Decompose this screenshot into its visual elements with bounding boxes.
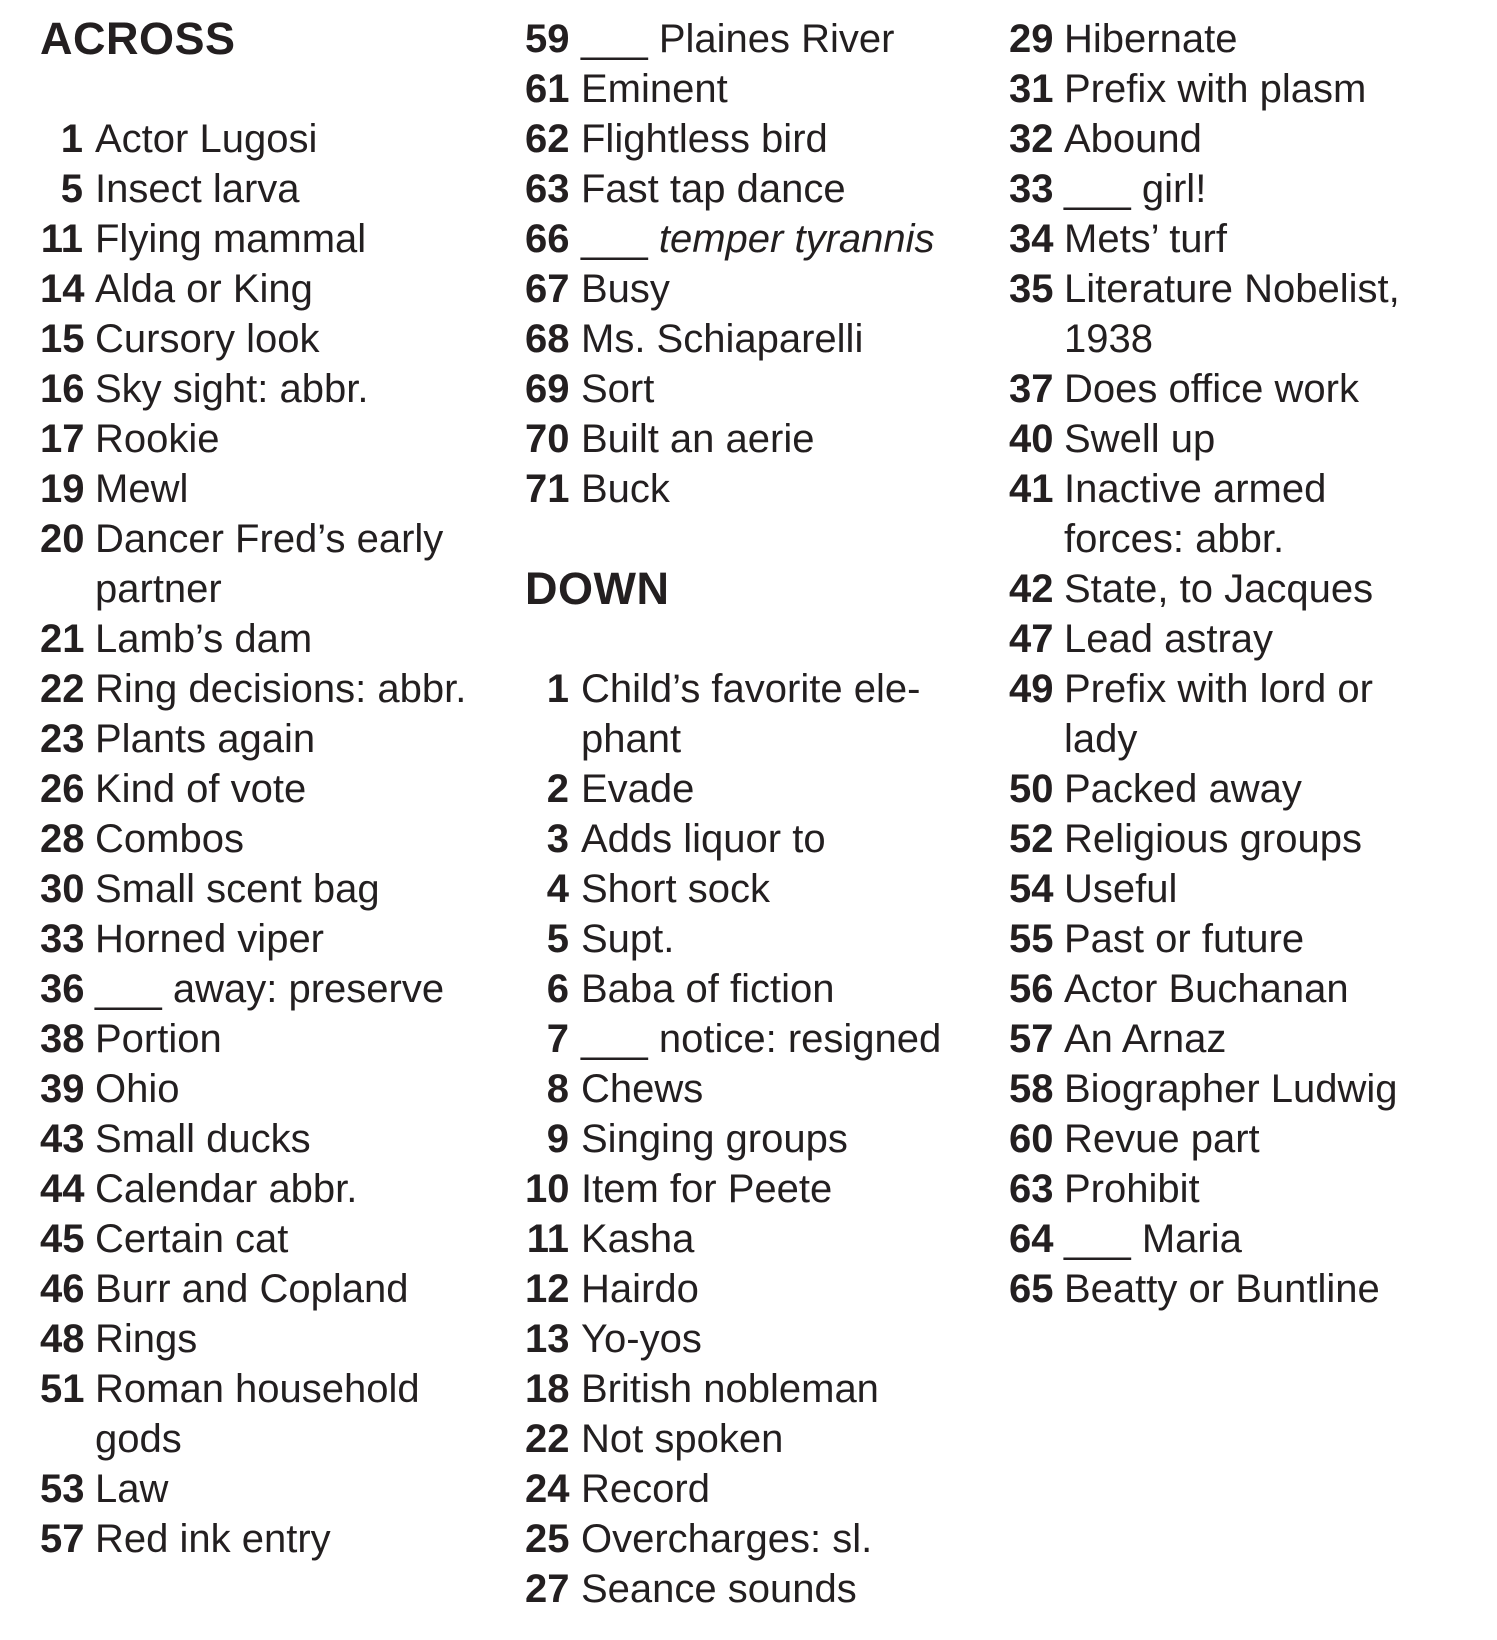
clue-text: Literature Nobelist, 1938	[1064, 267, 1400, 361]
clue-number: 42	[1009, 567, 1054, 611]
clue-text: Sort	[581, 367, 655, 411]
clue-number: 22	[525, 1417, 570, 1461]
heading-spacer	[525, 614, 1000, 664]
clue-number: 53	[40, 1467, 85, 1511]
clue-number: 3	[546, 817, 569, 861]
clue-number: 64	[1009, 1217, 1054, 1261]
down-clue	[1009, 64, 1489, 114]
across-clue	[525, 414, 1000, 464]
across-clue	[525, 214, 1000, 264]
clue-text: Built an aerie	[581, 417, 815, 461]
down-clue	[1009, 214, 1489, 264]
clue-number: 57	[1009, 1017, 1054, 1061]
clue-text: Cursory look	[95, 317, 320, 361]
clue-number: 1	[60, 117, 83, 161]
down-clue	[525, 1464, 1000, 1514]
clue-number: 9	[546, 1117, 569, 1161]
clue-text: Ring decisions: abbr.	[95, 667, 467, 711]
clue-text: Horned viper	[95, 917, 325, 961]
across-clue	[525, 64, 1000, 114]
clue-text: Prefix with lord or lady	[1064, 667, 1373, 761]
clue-text: Small ducks	[95, 1117, 311, 1161]
clue-text: Inactive armed forces: abbr.	[1064, 467, 1327, 561]
clue-text: Lead astray	[1064, 617, 1274, 661]
clue-number: 23	[40, 717, 85, 761]
down-clue	[525, 1564, 1000, 1614]
clue-text: Alda or King	[95, 267, 313, 311]
clue-number: 71	[525, 467, 570, 511]
across-clue	[40, 714, 510, 764]
clue-number: 20	[40, 517, 85, 561]
down-clue	[1009, 1264, 1489, 1314]
clue-number: 5	[546, 917, 569, 961]
clue-number: 1	[546, 667, 569, 711]
clue-number: 56	[1009, 967, 1054, 1011]
clue-number: 52	[1009, 817, 1054, 861]
across-clue	[40, 1364, 510, 1464]
clue-text: Flying mammal	[95, 217, 367, 261]
down-clue	[1009, 564, 1489, 614]
clue-number: 5	[60, 167, 83, 211]
down-clue	[525, 764, 1000, 814]
down-clue	[525, 914, 1000, 964]
clue-text: Hairdo	[581, 1267, 699, 1311]
down-clue	[1009, 1114, 1489, 1164]
across-clue	[525, 14, 1000, 64]
clue-text: Certain cat	[95, 1217, 289, 1261]
clue-number: 44	[40, 1167, 85, 1211]
clue-text: Chews	[581, 1067, 704, 1111]
across-clue	[40, 664, 510, 714]
clue-text: ___ Maria	[1064, 1217, 1242, 1261]
down-clue	[1009, 164, 1489, 214]
down-clue	[525, 1214, 1000, 1264]
clue-text: Beatty or Buntline	[1064, 1267, 1380, 1311]
clue-text: Supt.	[581, 917, 675, 961]
down-clue	[1009, 464, 1489, 564]
down-clue	[1009, 914, 1489, 964]
clue-number: 25	[525, 1517, 570, 1561]
clue-text: ___ away: preserve	[95, 967, 445, 1011]
clue-text: State, to Jacques	[1064, 567, 1374, 611]
across-clue	[40, 264, 510, 314]
clue-text: Revue part	[1064, 1117, 1260, 1161]
across-clue-list	[40, 114, 510, 1564]
down-clue	[1009, 114, 1489, 164]
across-clue	[40, 214, 510, 264]
clue-text: Mets’ turf	[1064, 217, 1227, 261]
clue-text: Kasha	[581, 1217, 695, 1261]
across-clue	[40, 864, 510, 914]
clue-number: 38	[40, 1017, 85, 1061]
clue-text: Biographer Ludwig	[1064, 1067, 1398, 1111]
across-clue	[40, 514, 510, 614]
clue-number: 46	[40, 1267, 85, 1311]
clue-text: Ohio	[95, 1067, 180, 1111]
clue-number: 63	[525, 167, 570, 211]
clue-number: 2	[546, 767, 569, 811]
clue-text: An Arnaz	[1064, 1017, 1227, 1061]
down-clue	[1009, 764, 1489, 814]
down-clue	[1009, 964, 1489, 1014]
clue-number: 68	[525, 317, 570, 361]
clue-number: 26	[40, 767, 85, 811]
down-clue	[1009, 1214, 1489, 1264]
clue-number: 62	[525, 117, 570, 161]
down-clue	[1009, 264, 1489, 364]
clue-text: Fast tap dance	[581, 167, 846, 211]
across-clue	[40, 364, 510, 414]
across-clue	[40, 914, 510, 964]
clue-number: 34	[1009, 217, 1054, 261]
down-clue	[525, 1064, 1000, 1114]
clue-text: Law	[95, 1467, 169, 1511]
clue-text: Seance sounds	[581, 1567, 857, 1611]
clue-text: Actor Buchanan	[1064, 967, 1349, 1011]
across-clue	[40, 414, 510, 464]
clue-text: Buck	[581, 467, 670, 511]
across-clue	[525, 364, 1000, 414]
across-clue	[40, 814, 510, 864]
across-clue	[40, 464, 510, 514]
down-heading: DOWN	[525, 563, 670, 614]
across-clue	[40, 1114, 510, 1164]
clue-text: Record	[581, 1467, 710, 1511]
clue-number: 57	[40, 1517, 85, 1561]
across-clue	[40, 114, 510, 164]
clue-number: 33	[40, 917, 85, 961]
clue-text: ___ temper tyrannis	[581, 217, 935, 261]
down-clue	[1009, 1014, 1489, 1064]
clue-text: ___ notice: resigned	[581, 1017, 942, 1061]
clue-text: Actor Lugosi	[95, 117, 318, 161]
down-clue	[1009, 864, 1489, 914]
clue-number: 39	[40, 1067, 85, 1111]
across-clue-list-continued	[525, 14, 1000, 514]
clue-number: 54	[1009, 867, 1054, 911]
clue-number: 65	[1009, 1267, 1054, 1311]
clue-text: Overcharges: sl.	[581, 1517, 873, 1561]
across-clue	[40, 964, 510, 1014]
clue-text: Prefix with plasm	[1064, 67, 1367, 111]
clue-number: 30	[40, 867, 85, 911]
clue-number: 49	[1009, 667, 1054, 711]
down-clue-list	[525, 664, 1000, 1614]
clue-number: 15	[40, 317, 85, 361]
clue-number: 19	[40, 467, 85, 511]
down-clue	[1009, 664, 1489, 764]
clue-text: British nobleman	[581, 1367, 879, 1411]
clue-text: Rookie	[95, 417, 220, 461]
clue-number: 13	[525, 1317, 570, 1361]
clue-text: Religious groups	[1064, 817, 1362, 861]
clue-number: 40	[1009, 417, 1054, 461]
clue-number: 10	[525, 1167, 570, 1211]
clue-text: Mewl	[95, 467, 189, 511]
across-heading: ACROSS	[40, 13, 236, 64]
down-clue	[525, 814, 1000, 864]
clue-number: 28	[40, 817, 85, 861]
across-clue	[40, 1014, 510, 1064]
clue-number: 17	[40, 417, 85, 461]
clue-number: 60	[1009, 1117, 1054, 1161]
clue-text: Insect larva	[95, 167, 300, 211]
clue-number: 67	[525, 267, 570, 311]
across-clue	[40, 1314, 510, 1364]
clue-number: 14	[40, 267, 85, 311]
clue-text: Small scent bag	[95, 867, 380, 911]
clue-text: Calendar abbr.	[95, 1167, 358, 1211]
clue-number: 29	[1009, 17, 1054, 61]
clue-number: 22	[40, 667, 85, 711]
clue-number: 41	[1009, 467, 1054, 511]
clue-number: 8	[546, 1067, 569, 1111]
across-clue	[525, 464, 1000, 514]
across-clue	[40, 764, 510, 814]
down-clue	[1009, 814, 1489, 864]
down-clue	[1009, 1064, 1489, 1114]
clue-text: Item for Peete	[581, 1167, 833, 1211]
clue-number: 24	[525, 1467, 570, 1511]
across-clue	[525, 264, 1000, 314]
across-clue	[40, 614, 510, 664]
clue-number: 50	[1009, 767, 1054, 811]
clue-text: Abound	[1064, 117, 1202, 161]
clue-text: ___ girl!	[1064, 167, 1207, 211]
across-clue	[40, 314, 510, 364]
clue-number: 48	[40, 1317, 85, 1361]
clue-text: Lamb’s dam	[95, 617, 313, 661]
clue-text: ___ Plaines River	[581, 17, 895, 61]
column-3	[1009, 14, 1489, 1314]
clue-text: Ms. Schiaparelli	[581, 317, 864, 361]
clue-number: 63	[1009, 1167, 1054, 1211]
clue-number: 11	[526, 1217, 569, 1261]
clue-number: 11	[40, 217, 83, 261]
clue-number: 7	[546, 1017, 569, 1061]
clue-text: Packed away	[1064, 767, 1302, 811]
clue-text: Busy	[581, 267, 670, 311]
clue-number: 32	[1009, 117, 1054, 161]
clue-text: Dancer Fred’s early partner	[95, 517, 444, 611]
down-clue	[1009, 364, 1489, 414]
clue-text: Does office work	[1064, 367, 1359, 411]
clue-text: Baba of fiction	[581, 967, 835, 1011]
clue-number: 21	[40, 617, 85, 661]
clue-number: 27	[525, 1567, 570, 1611]
across-clue	[525, 314, 1000, 364]
clue-text: Eminent	[581, 67, 728, 111]
clue-text: Singing groups	[581, 1117, 848, 1161]
clue-number: 47	[1009, 617, 1054, 661]
clue-number: 33	[1009, 167, 1054, 211]
across-clue	[525, 164, 1000, 214]
clue-text: Evade	[581, 767, 695, 811]
clue-text: Child’s favorite ele- phant	[581, 667, 921, 761]
down-clue	[525, 1014, 1000, 1064]
down-clue	[525, 1364, 1000, 1414]
clue-text: Portion	[95, 1017, 222, 1061]
clue-text: Yo-yos	[581, 1317, 702, 1361]
down-clue	[1009, 614, 1489, 664]
clue-text: Red ink entry	[95, 1517, 331, 1561]
across-clue	[40, 1464, 510, 1514]
clue-number: 51	[40, 1367, 85, 1411]
across-clue	[40, 1264, 510, 1314]
down-clue	[525, 964, 1000, 1014]
clue-text: Combos	[95, 817, 244, 861]
clue-number: 69	[525, 367, 570, 411]
column-1	[40, 14, 510, 1564]
down-clue	[525, 1114, 1000, 1164]
down-clue	[1009, 14, 1489, 64]
down-clue-list-continued	[1009, 14, 1489, 1314]
clue-text: Hibernate	[1064, 17, 1238, 61]
clue-text: Plants again	[95, 717, 316, 761]
down-clue	[525, 1164, 1000, 1214]
down-clue	[525, 664, 1000, 764]
column-2	[525, 14, 1000, 1614]
clue-text: Roman household gods	[95, 1367, 420, 1461]
clue-number: 37	[1009, 367, 1054, 411]
clue-text: Burr and Copland	[95, 1267, 409, 1311]
down-clue	[525, 1514, 1000, 1564]
down-clue	[525, 1264, 1000, 1314]
clue-number: 12	[525, 1267, 570, 1311]
clue-text: Swell up	[1064, 417, 1216, 461]
clue-number: 36	[40, 967, 85, 1011]
clue-number: 6	[546, 967, 569, 1011]
clue-text: Not spoken	[581, 1417, 784, 1461]
clue-number: 31	[1009, 67, 1054, 111]
down-clue	[1009, 414, 1489, 464]
down-clue	[525, 864, 1000, 914]
clue-text: Short sock	[581, 867, 770, 911]
clue-text: Useful	[1064, 867, 1178, 911]
clue-number: 59	[525, 17, 570, 61]
heading-spacer	[40, 64, 510, 114]
down-clue	[525, 1314, 1000, 1364]
clue-text: Rings	[95, 1317, 198, 1361]
across-clue	[40, 1214, 510, 1264]
clue-text: Past or future	[1064, 917, 1305, 961]
across-clue	[40, 1064, 510, 1114]
clue-number: 70	[525, 417, 570, 461]
clue-text: Sky sight: abbr.	[95, 367, 369, 411]
clue-number: 66	[525, 217, 570, 261]
across-clue	[525, 114, 1000, 164]
clue-number: 43	[40, 1117, 85, 1161]
clue-number: 58	[1009, 1067, 1054, 1111]
clue-number: 35	[1009, 267, 1054, 311]
across-clue	[40, 164, 510, 214]
clue-text: Prohibit	[1064, 1167, 1200, 1211]
clue-number: 18	[525, 1367, 570, 1411]
clue-number: 45	[40, 1217, 85, 1261]
across-clue	[40, 1514, 510, 1564]
clue-text: Adds liquor to	[581, 817, 826, 861]
down-clue	[525, 1414, 1000, 1464]
clue-text: Flightless bird	[581, 117, 828, 161]
clue-number: 16	[40, 367, 85, 411]
clue-number: 61	[525, 67, 570, 111]
clue-number: 4	[546, 867, 569, 911]
down-clue	[1009, 1164, 1489, 1214]
clue-text: Kind of vote	[95, 767, 307, 811]
clue-number: 55	[1009, 917, 1054, 961]
across-clue	[40, 1164, 510, 1214]
